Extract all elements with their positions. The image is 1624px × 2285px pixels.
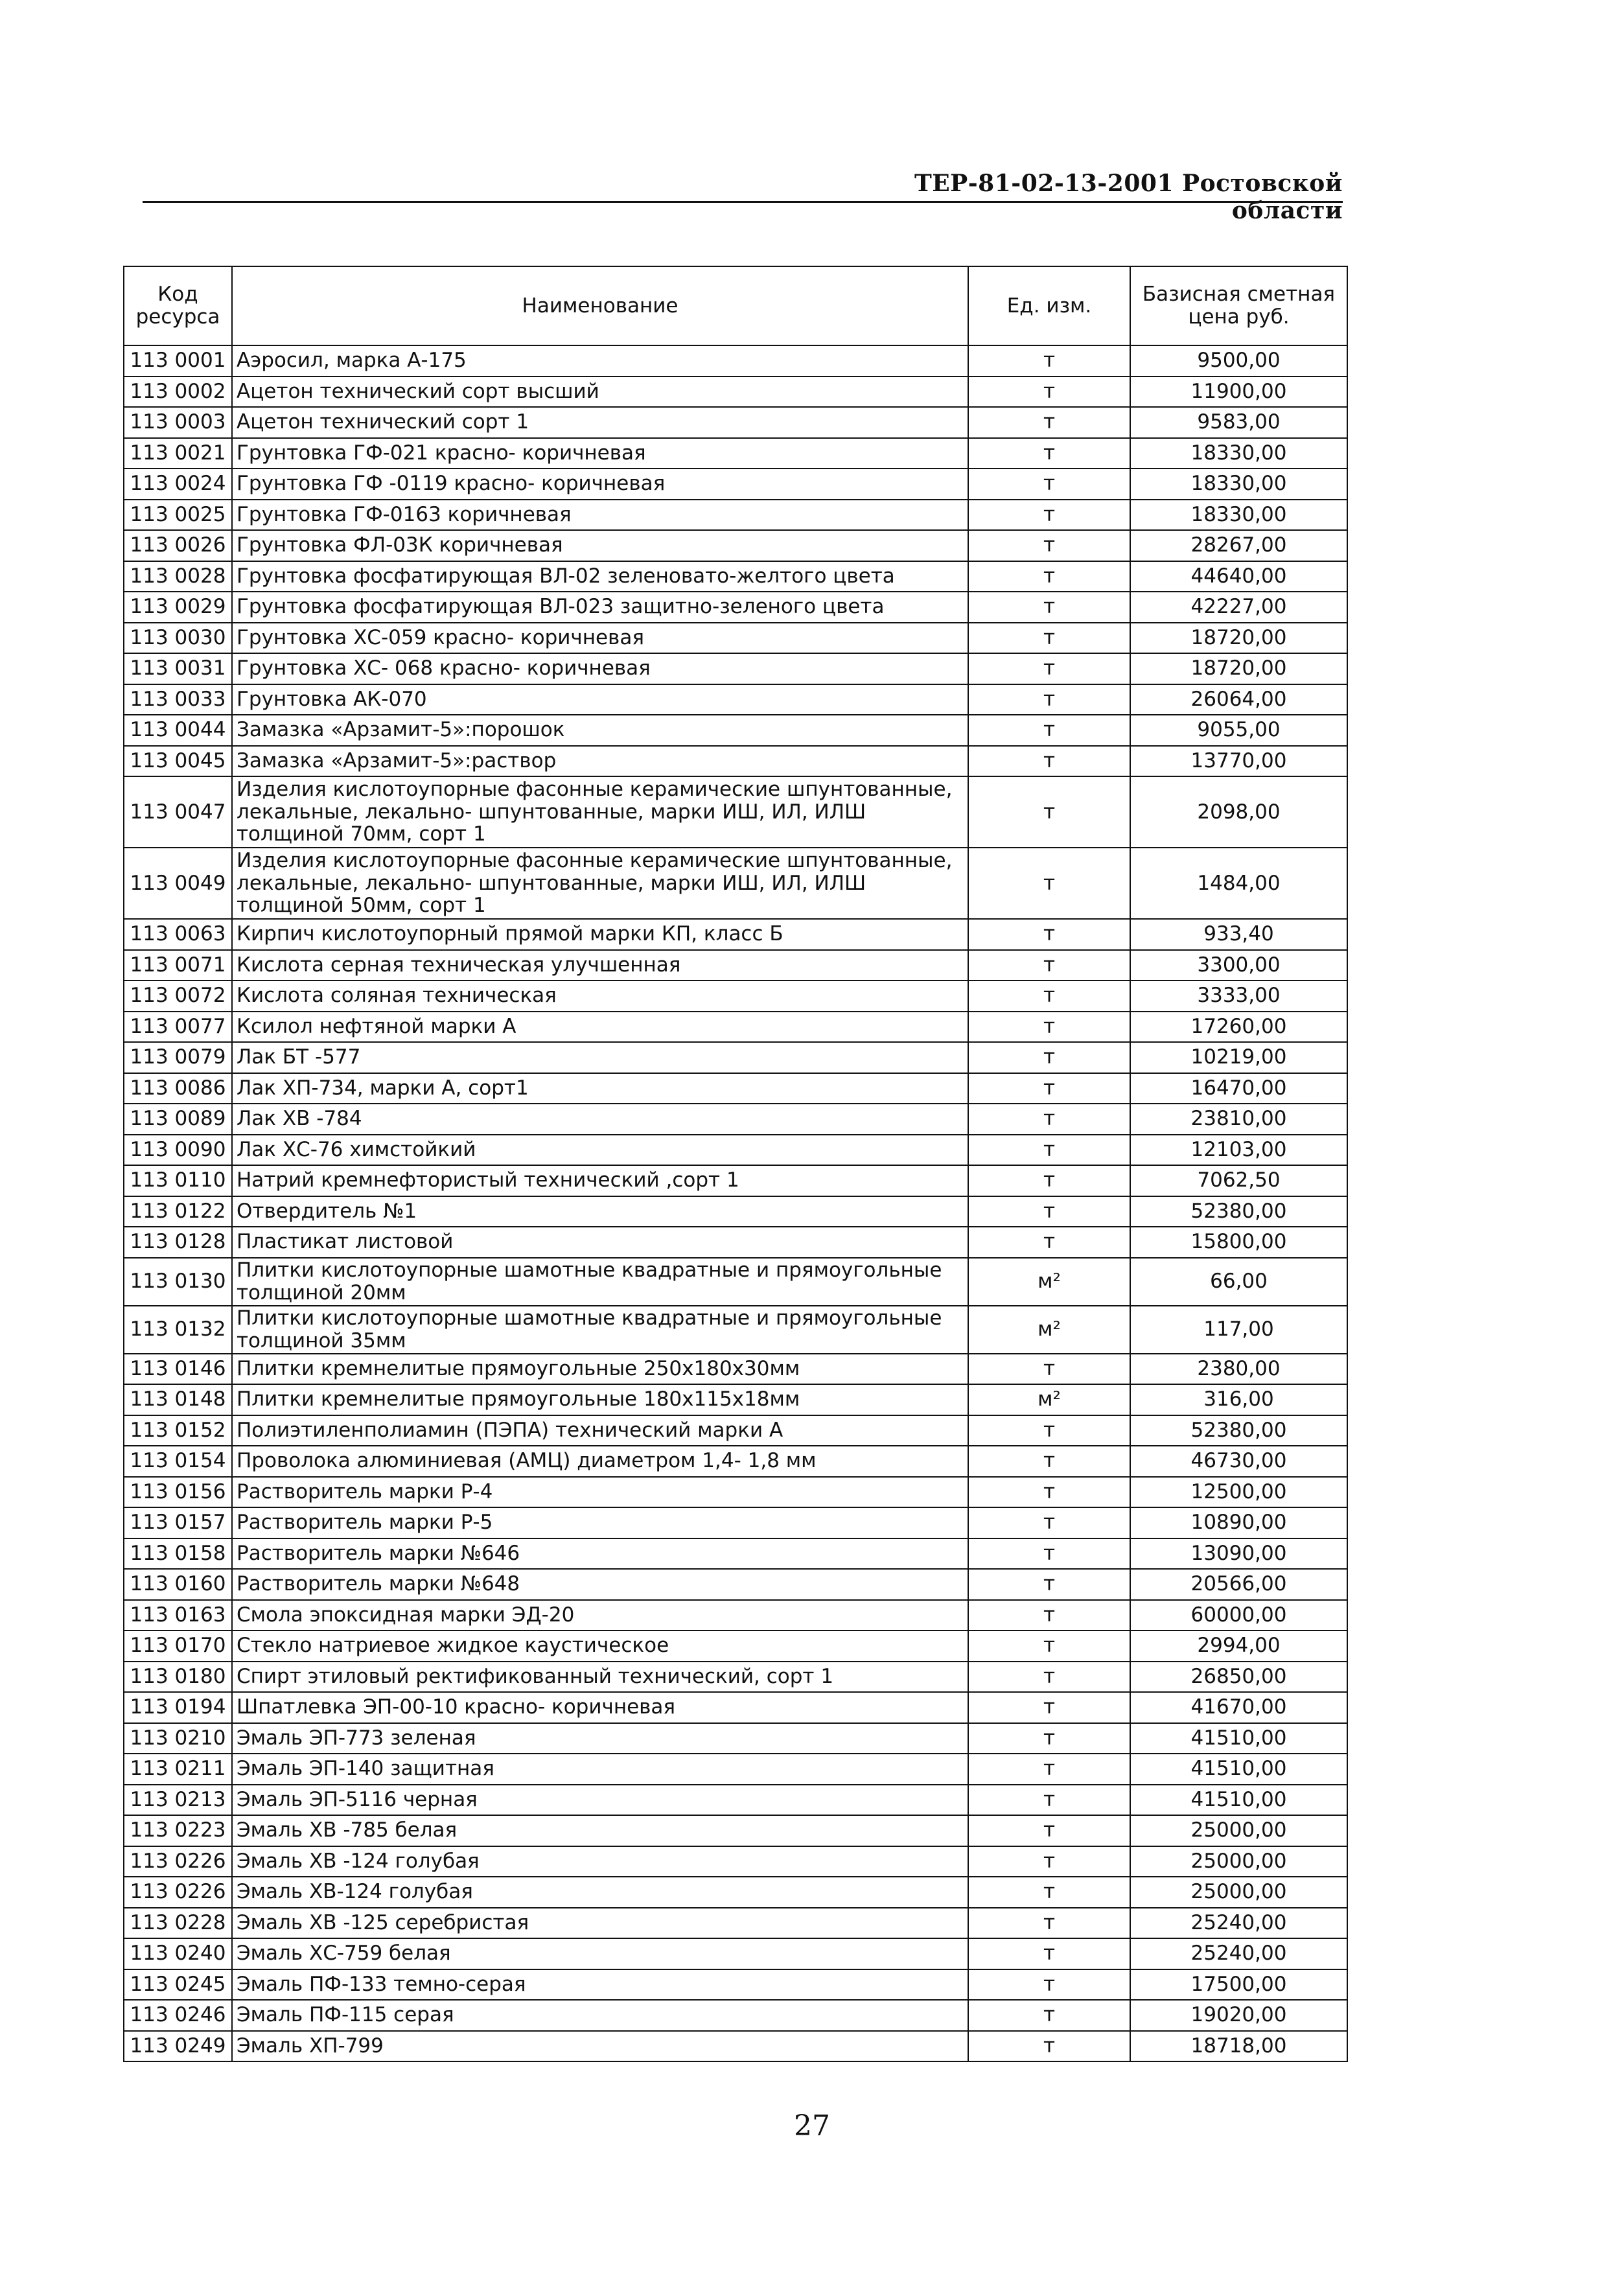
base-price: 42227,00 — [1130, 592, 1347, 623]
table-row — [124, 1507, 1347, 1538]
table-row — [124, 746, 1347, 777]
resource-code: 113 0211 — [124, 1754, 232, 1785]
table-row — [124, 1165, 1347, 1196]
base-price: 3300,00 — [1130, 950, 1347, 981]
resource-code: 113 0077 — [124, 1012, 232, 1043]
resource-code: 113 0089 — [124, 1104, 232, 1135]
resource-code: 113 0071 — [124, 950, 232, 981]
page-number: 27 — [794, 2109, 830, 2142]
table-row — [124, 1723, 1347, 1754]
resource-code: 113 0210 — [124, 1723, 232, 1754]
base-price: 18720,00 — [1130, 623, 1347, 654]
resource-name: Спирт этиловый ректификованный технический, сорт 1 — [232, 1662, 968, 1693]
table-row — [124, 1354, 1347, 1385]
column-header-price: Базисная сметная цена руб. — [1130, 266, 1347, 345]
table-row — [124, 2031, 1347, 2062]
resource-name: Грунтовка фосфатирующая ВЛ-023 защитно-зеленого цвета — [232, 592, 968, 623]
table-row — [124, 1785, 1347, 1816]
resource-code: 113 0146 — [124, 1354, 232, 1385]
base-price: 25000,00 — [1130, 1877, 1347, 1908]
resource-code: 113 0086 — [124, 1073, 232, 1104]
unit-of-measure: т — [968, 1938, 1130, 1969]
resource-code: 113 0213 — [124, 1785, 232, 1816]
base-price: 17500,00 — [1130, 1969, 1347, 2001]
resource-code: 113 0044 — [124, 715, 232, 746]
resource-name: Кислота соляная техническая — [232, 980, 968, 1012]
resource-name: Замазка «Арзамит-5»:порошок — [232, 715, 968, 746]
unit-of-measure: т — [968, 500, 1130, 531]
base-price: 9500,00 — [1130, 345, 1347, 377]
table-row — [124, 653, 1347, 684]
unit-of-measure: т — [968, 1600, 1130, 1631]
resource-name: Стекло натриевое жидкое каустическое — [232, 1630, 968, 1662]
resource-name: Отвердитель №1 — [232, 1196, 968, 1227]
resource-code: 113 0030 — [124, 623, 232, 654]
base-price: 52380,00 — [1130, 1196, 1347, 1227]
resource-code: 113 0024 — [124, 469, 232, 500]
unit-of-measure: т — [968, 469, 1130, 500]
resource-code: 113 0160 — [124, 1569, 232, 1600]
base-price: 25000,00 — [1130, 1815, 1347, 1846]
table-row — [124, 377, 1347, 408]
resource-name: Плитки кислотоупорные шамотные квадратные и прямоугольные толщиной 35мм — [232, 1306, 968, 1354]
resource-code: 113 0152 — [124, 1415, 232, 1446]
unit-of-measure: т — [968, 1165, 1130, 1196]
table-row — [124, 1908, 1347, 1939]
resource-name: Грунтовка ХС- 068 красно- коричневая — [232, 653, 968, 684]
table-row — [124, 1073, 1347, 1104]
base-price: 25240,00 — [1130, 1938, 1347, 1969]
resource-name: Эмаль ПФ-115 серая — [232, 2000, 968, 2031]
resource-name: Эмаль ЭП-773 зеленая — [232, 1723, 968, 1754]
table-row — [124, 1227, 1347, 1258]
unit-of-measure: м² — [968, 1258, 1130, 1306]
resource-name: Аэросил, марка А-175 — [232, 345, 968, 377]
table-row — [124, 407, 1347, 438]
resource-code: 113 0245 — [124, 1969, 232, 2001]
resource-code: 113 0132 — [124, 1306, 232, 1354]
unit-of-measure: т — [968, 1630, 1130, 1662]
resource-code: 113 0033 — [124, 684, 232, 715]
resource-code: 113 0025 — [124, 500, 232, 531]
base-price: 13090,00 — [1130, 1538, 1347, 1570]
base-price: 12103,00 — [1130, 1135, 1347, 1166]
header-rule — [143, 201, 1343, 203]
unit-of-measure: т — [968, 1446, 1130, 1477]
table-body — [124, 345, 1347, 2061]
unit-of-measure: т — [968, 776, 1130, 848]
unit-of-measure: т — [968, 684, 1130, 715]
resource-name: Шпатлевка ЭП-00-10 красно- коричневая — [232, 1692, 968, 1723]
unit-of-measure: т — [968, 1196, 1130, 1227]
table-row — [124, 1969, 1347, 2001]
resource-name: Эмаль ХВ -785 белая — [232, 1815, 968, 1846]
base-price: 12500,00 — [1130, 1477, 1347, 1508]
table-row — [124, 1196, 1347, 1227]
table-row — [124, 715, 1347, 746]
base-price: 18330,00 — [1130, 469, 1347, 500]
base-price: 10890,00 — [1130, 1507, 1347, 1538]
base-price: 41510,00 — [1130, 1785, 1347, 1816]
resource-code: 113 0246 — [124, 2000, 232, 2031]
resource-name: Лак ХП-734, марки А, сорт1 — [232, 1073, 968, 1104]
unit-of-measure: т — [968, 1073, 1130, 1104]
table-row — [124, 684, 1347, 715]
base-price: 41670,00 — [1130, 1692, 1347, 1723]
resource-code: 113 0226 — [124, 1846, 232, 1877]
resource-code: 113 0223 — [124, 1815, 232, 1846]
resource-name: Грунтовка ХС-059 красно- коричневая — [232, 623, 968, 654]
table-row — [124, 919, 1347, 950]
resource-name: Кирпич кислотоупорный прямой марки КП, класс Б — [232, 919, 968, 950]
resource-name: Проволока алюминиевая (АМЦ) диаметром 1,4- 1,8 мм — [232, 1446, 968, 1477]
resource-name: Грунтовка ГФ-021 красно- коричневая — [232, 438, 968, 469]
resource-name: Кислота серная техническая улучшенная — [232, 950, 968, 981]
base-price: 25240,00 — [1130, 1908, 1347, 1939]
base-price: 17260,00 — [1130, 1012, 1347, 1043]
resource-code: 113 0045 — [124, 746, 232, 777]
resource-name: Эмаль ХВ-124 голубая — [232, 1877, 968, 1908]
unit-of-measure: т — [968, 980, 1130, 1012]
table-row — [124, 438, 1347, 469]
resource-name: Плитки кремнелитые прямоугольные 180х115х18мм — [232, 1384, 968, 1415]
table-row — [124, 1569, 1347, 1600]
resource-code: 113 0002 — [124, 377, 232, 408]
unit-of-measure: т — [968, 377, 1130, 408]
base-price: 41510,00 — [1130, 1723, 1347, 1754]
base-price: 18718,00 — [1130, 2031, 1347, 2062]
base-price: 41510,00 — [1130, 1754, 1347, 1785]
resource-name: Эмаль ХВ -125 серебристая — [232, 1908, 968, 1939]
unit-of-measure: т — [968, 715, 1130, 746]
unit-of-measure: т — [968, 1135, 1130, 1166]
table-row — [124, 1306, 1347, 1354]
resource-code: 113 0157 — [124, 1507, 232, 1538]
unit-of-measure: т — [968, 2031, 1130, 2062]
resource-code: 113 0228 — [124, 1908, 232, 1939]
table-row — [124, 1135, 1347, 1166]
table-row — [124, 1754, 1347, 1785]
unit-of-measure: т — [968, 345, 1130, 377]
resource-name: Растворитель марки №646 — [232, 1538, 968, 1570]
resource-name: Изделия кислотоупорные фасонные керамические шпунтованные, лекальные, лекально- шпунтованные, марки ИШ, ИЛ, ИЛШ толщиной 70мм, сорт 1 — [232, 776, 968, 848]
unit-of-measure: т — [968, 1104, 1130, 1135]
resource-code: 113 0003 — [124, 407, 232, 438]
unit-of-measure: т — [968, 1354, 1130, 1385]
base-price: 26850,00 — [1130, 1662, 1347, 1693]
table-row — [124, 1012, 1347, 1043]
table-row — [124, 561, 1347, 592]
unit-of-measure: т — [968, 1227, 1130, 1258]
table-row — [124, 469, 1347, 500]
unit-of-measure: т — [968, 1846, 1130, 1877]
resource-code: 113 0128 — [124, 1227, 232, 1258]
resource-name: Грунтовка ФЛ-03К коричневая — [232, 530, 968, 561]
base-price: 26064,00 — [1130, 684, 1347, 715]
base-price: 18720,00 — [1130, 653, 1347, 684]
unit-of-measure: т — [968, 1507, 1130, 1538]
resource-name: Лак ХВ -784 — [232, 1104, 968, 1135]
resource-name: Эмаль ЭП-5116 черная — [232, 1785, 968, 1816]
base-price: 20566,00 — [1130, 1569, 1347, 1600]
unit-of-measure: т — [968, 1415, 1130, 1446]
unit-of-measure: т — [968, 530, 1130, 561]
base-price: 19020,00 — [1130, 2000, 1347, 2031]
base-price: 18330,00 — [1130, 438, 1347, 469]
base-price: 15800,00 — [1130, 1227, 1347, 1258]
unit-of-measure: т — [968, 919, 1130, 950]
table-row — [124, 1384, 1347, 1415]
table-row — [124, 1630, 1347, 1662]
resource-name: Пластикат листовой — [232, 1227, 968, 1258]
resource-code: 113 0194 — [124, 1692, 232, 1723]
resource-code: 113 0180 — [124, 1662, 232, 1693]
base-price: 9055,00 — [1130, 715, 1347, 746]
resource-name: Смола эпоксидная марки ЭД-20 — [232, 1600, 968, 1631]
resource-code: 113 0047 — [124, 776, 232, 848]
unit-of-measure: т — [968, 1662, 1130, 1693]
table-row — [124, 776, 1347, 848]
base-price: 11900,00 — [1130, 377, 1347, 408]
resource-code: 113 0163 — [124, 1600, 232, 1631]
unit-of-measure: т — [968, 950, 1130, 981]
table-row — [124, 1692, 1347, 1723]
table-row — [124, 1042, 1347, 1073]
unit-of-measure: т — [968, 1692, 1130, 1723]
base-price: 2994,00 — [1130, 1630, 1347, 1662]
base-price: 9583,00 — [1130, 407, 1347, 438]
base-price: 13770,00 — [1130, 746, 1347, 777]
column-header-unit: Ед. изм. — [968, 266, 1130, 345]
base-price: 60000,00 — [1130, 1600, 1347, 1631]
unit-of-measure: т — [968, 1569, 1130, 1600]
resource-code: 113 0122 — [124, 1196, 232, 1227]
resource-code: 113 0026 — [124, 530, 232, 561]
column-header-name: Наименование — [232, 266, 968, 345]
base-price: 10219,00 — [1130, 1042, 1347, 1073]
resource-name: Грунтовка фосфатирующая ВЛ-02 зеленовато-желтого цвета — [232, 561, 968, 592]
unit-of-measure: т — [968, 1042, 1130, 1073]
base-price: 44640,00 — [1130, 561, 1347, 592]
unit-of-measure: т — [968, 592, 1130, 623]
resource-name: Ацетон технический сорт высший — [232, 377, 968, 408]
resource-name: Растворитель марки Р-5 — [232, 1507, 968, 1538]
resource-code: 113 0148 — [124, 1384, 232, 1415]
base-price: 18330,00 — [1130, 500, 1347, 531]
resource-name: Грунтовка ГФ -0119 красно- коричневая — [232, 469, 968, 500]
resource-code: 113 0031 — [124, 653, 232, 684]
unit-of-measure: т — [968, 1477, 1130, 1508]
resource-code: 113 0240 — [124, 1938, 232, 1969]
resource-name: Ацетон технический сорт 1 — [232, 407, 968, 438]
resource-code: 113 0154 — [124, 1446, 232, 1477]
table-row — [124, 345, 1347, 377]
resource-name: Грунтовка АК-070 — [232, 684, 968, 715]
table-header-row — [124, 266, 1347, 345]
table-row — [124, 1538, 1347, 1570]
unit-of-measure: т — [968, 623, 1130, 654]
table-row — [124, 1877, 1347, 1908]
resource-code: 113 0049 — [124, 848, 232, 919]
base-price: 933,40 — [1130, 919, 1347, 950]
unit-of-measure: т — [968, 1538, 1130, 1570]
table-row — [124, 980, 1347, 1012]
resource-price-table — [123, 266, 1348, 2062]
resource-code: 113 0021 — [124, 438, 232, 469]
base-price: 52380,00 — [1130, 1415, 1347, 1446]
unit-of-measure: т — [968, 746, 1130, 777]
resource-name: Изделия кислотоупорные фасонные керамические шпунтованные, лекальные, лекально- шпунтованные, марки ИШ, ИЛ, ИЛШ толщиной 50мм, сорт 1 — [232, 848, 968, 919]
resource-code: 113 0170 — [124, 1630, 232, 1662]
base-price: 7062,50 — [1130, 1165, 1347, 1196]
table-row — [124, 848, 1347, 919]
base-price: 28267,00 — [1130, 530, 1347, 561]
unit-of-measure: т — [968, 1969, 1130, 2001]
unit-of-measure: т — [968, 1908, 1130, 1939]
resource-name: Эмаль ПФ-133 темно-серая — [232, 1969, 968, 2001]
table-row — [124, 623, 1347, 654]
resource-code: 113 0072 — [124, 980, 232, 1012]
resource-code: 113 0001 — [124, 345, 232, 377]
base-price: 316,00 — [1130, 1384, 1347, 1415]
base-price: 66,00 — [1130, 1258, 1347, 1306]
resource-name: Эмаль ХС-759 белая — [232, 1938, 968, 1969]
base-price: 16470,00 — [1130, 1073, 1347, 1104]
resource-code: 113 0028 — [124, 561, 232, 592]
unit-of-measure: т — [968, 438, 1130, 469]
unit-of-measure: т — [968, 561, 1130, 592]
unit-of-measure: т — [968, 1877, 1130, 1908]
table-row — [124, 1815, 1347, 1846]
resource-code: 113 0249 — [124, 2031, 232, 2062]
table-row — [124, 500, 1347, 531]
table-row — [124, 950, 1347, 981]
resource-code: 113 0090 — [124, 1135, 232, 1166]
table-row — [124, 530, 1347, 561]
resource-code: 113 0029 — [124, 592, 232, 623]
unit-of-measure: т — [968, 1723, 1130, 1754]
resource-name: Натрий кремнефтористый технический ,сорт 1 — [232, 1165, 968, 1196]
unit-of-measure: т — [968, 848, 1130, 919]
resource-code: 113 0130 — [124, 1258, 232, 1306]
base-price: 117,00 — [1130, 1306, 1347, 1354]
resource-name: Плитки кремнелитые прямоугольные 250х180х30мм — [232, 1354, 968, 1385]
unit-of-measure: т — [968, 2000, 1130, 2031]
table-row — [124, 2000, 1347, 2031]
unit-of-measure: т — [968, 1754, 1130, 1785]
table-row — [124, 1258, 1347, 1306]
resource-name: Грунтовка ГФ-0163 коричневая — [232, 500, 968, 531]
resource-name: Растворитель марки №648 — [232, 1569, 968, 1600]
resource-name: Лак БТ -577 — [232, 1042, 968, 1073]
table-row — [124, 1446, 1347, 1477]
resource-code: 113 0156 — [124, 1477, 232, 1508]
resource-name: Лак ХС-76 химстойкий — [232, 1135, 968, 1166]
base-price: 2098,00 — [1130, 776, 1347, 848]
resource-code: 113 0158 — [124, 1538, 232, 1570]
table-row — [124, 1846, 1347, 1877]
table-row — [124, 1415, 1347, 1446]
unit-of-measure: т — [968, 1815, 1130, 1846]
unit-of-measure: т — [968, 407, 1130, 438]
base-price: 46730,00 — [1130, 1446, 1347, 1477]
resource-name: Замазка «Арзамит-5»:раствор — [232, 746, 968, 777]
resource-name: Плитки кислотоупорные шамотные квадратные и прямоугольные толщиной 20мм — [232, 1258, 968, 1306]
table-row — [124, 1600, 1347, 1631]
resource-code: 113 0226 — [124, 1877, 232, 1908]
table-row — [124, 1104, 1347, 1135]
resource-name: Ксилол нефтяной марки А — [232, 1012, 968, 1043]
table-row — [124, 1938, 1347, 1969]
resource-name: Растворитель марки Р-4 — [232, 1477, 968, 1508]
unit-of-measure: м² — [968, 1306, 1130, 1354]
base-price: 3333,00 — [1130, 980, 1347, 1012]
base-price: 23810,00 — [1130, 1104, 1347, 1135]
unit-of-measure: т — [968, 1012, 1130, 1043]
resource-code: 113 0110 — [124, 1165, 232, 1196]
resource-name: Эмаль ХП-799 — [232, 2031, 968, 2062]
resource-name: Эмаль ХВ -124 голубая — [232, 1846, 968, 1877]
resource-code: 113 0063 — [124, 919, 232, 950]
table-row — [124, 1662, 1347, 1693]
resource-name: Эмаль ЭП-140 защитная — [232, 1754, 968, 1785]
table-row — [124, 1477, 1347, 1508]
unit-of-measure: т — [968, 1785, 1130, 1816]
base-price: 25000,00 — [1130, 1846, 1347, 1877]
base-price: 1484,00 — [1130, 848, 1347, 919]
unit-of-measure: м² — [968, 1384, 1130, 1415]
resource-name: Полиэтиленполиамин (ПЭПА) технический марки А — [232, 1415, 968, 1446]
table-row — [124, 592, 1347, 623]
resource-code: 113 0079 — [124, 1042, 232, 1073]
column-header-code: Код ресурса — [124, 266, 232, 345]
document-header-title: ТЕР-81-02-13-2001 Ростовской области — [914, 170, 1343, 224]
base-price: 2380,00 — [1130, 1354, 1347, 1385]
unit-of-measure: т — [968, 653, 1130, 684]
